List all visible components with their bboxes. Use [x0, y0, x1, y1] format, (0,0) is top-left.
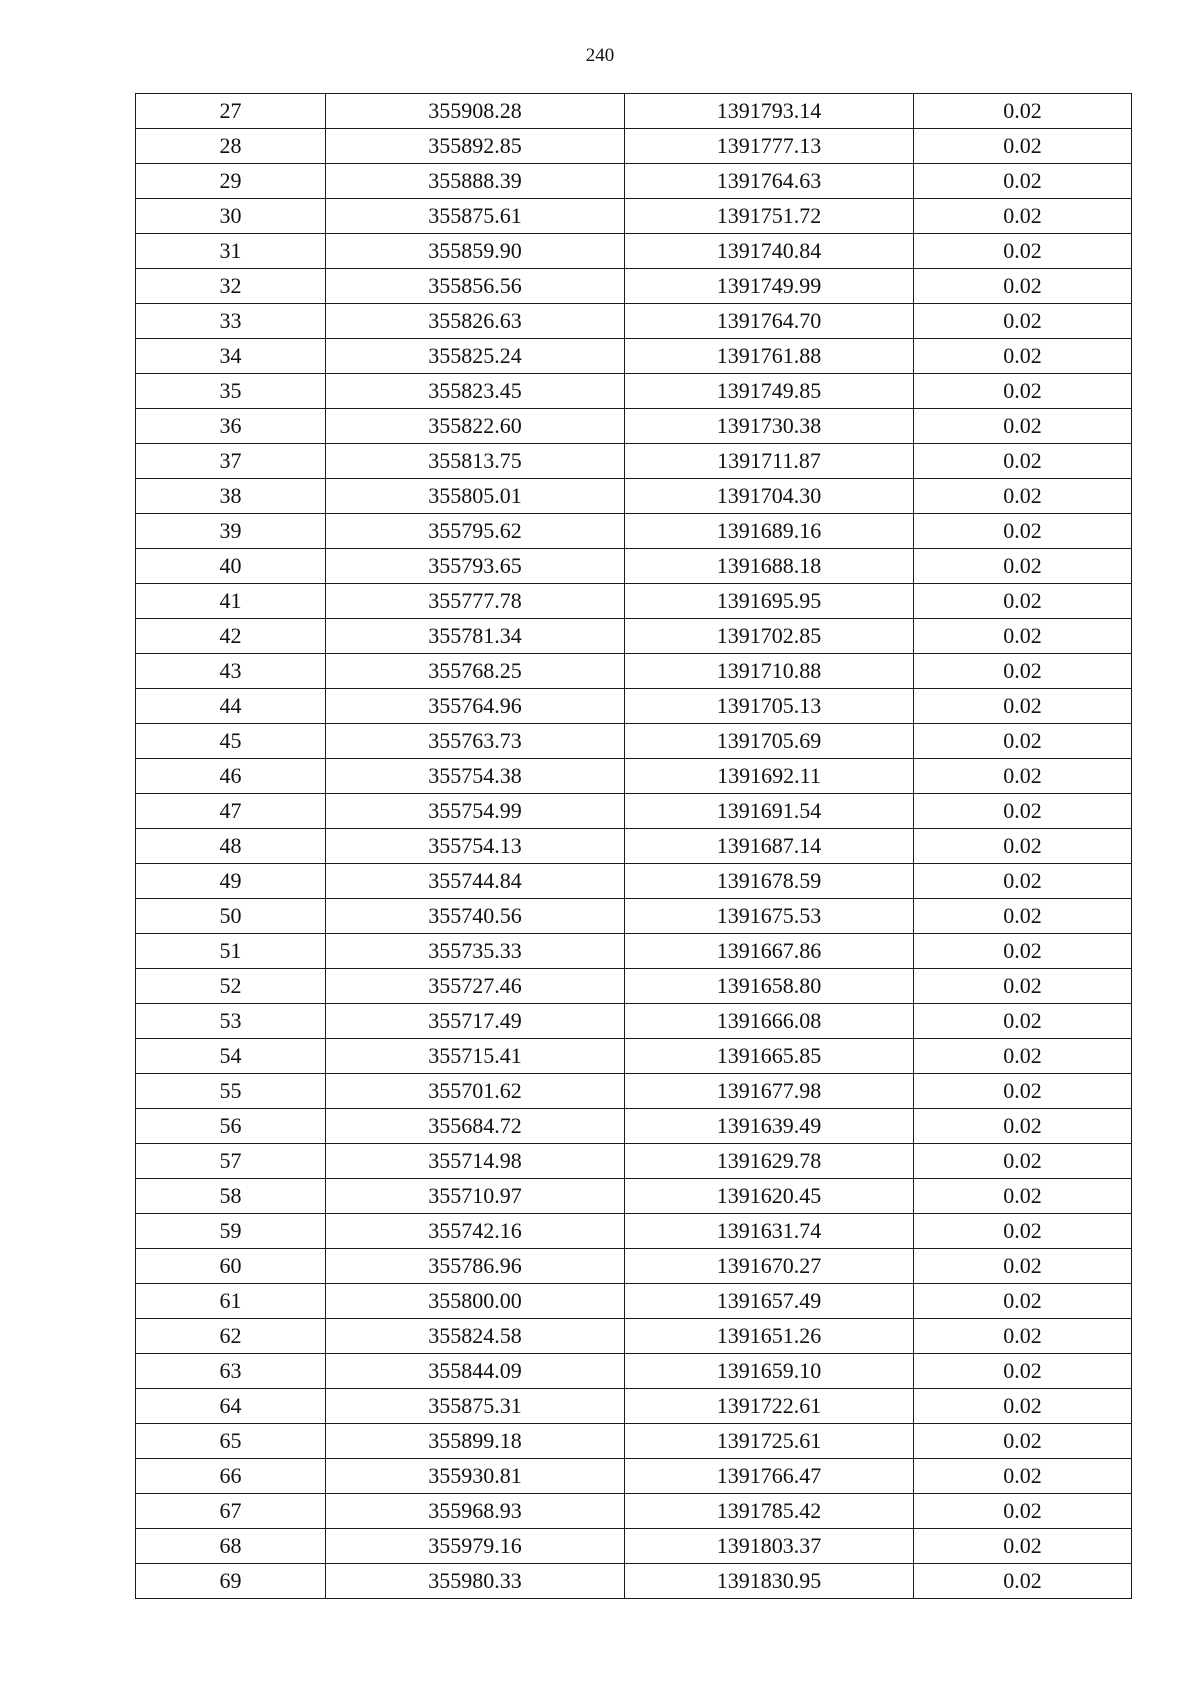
- table-row: [136, 94, 1132, 129]
- table-row: [136, 199, 1132, 234]
- value-cell: 0.02: [914, 969, 1132, 1004]
- table-row: [136, 409, 1132, 444]
- table-row: [136, 1389, 1132, 1424]
- value-cell: 0.02: [914, 199, 1132, 234]
- y-coordinate-cell: 1391665.85: [625, 1039, 914, 1074]
- y-coordinate-cell: 1391687.14: [625, 829, 914, 864]
- x-coordinate-cell: 355777.78: [326, 584, 625, 619]
- value-cell: 0.02: [914, 619, 1132, 654]
- x-coordinate-cell: 355805.01: [326, 479, 625, 514]
- table-row: [136, 514, 1132, 549]
- x-coordinate-cell: 355856.56: [326, 269, 625, 304]
- point-number-cell: 32: [136, 269, 326, 304]
- y-coordinate-cell: 1391722.61: [625, 1389, 914, 1424]
- y-coordinate-cell: 1391695.95: [625, 584, 914, 619]
- x-coordinate-cell: 355793.65: [326, 549, 625, 584]
- table-row: [136, 1284, 1132, 1319]
- x-coordinate-cell: 355822.60: [326, 409, 625, 444]
- y-coordinate-cell: 1391764.63: [625, 164, 914, 199]
- x-coordinate-cell: 355908.28: [326, 94, 625, 129]
- table-row: [136, 234, 1132, 269]
- y-coordinate-cell: 1391711.87: [625, 444, 914, 479]
- point-number-cell: 46: [136, 759, 326, 794]
- table-row: [136, 584, 1132, 619]
- y-coordinate-cell: 1391725.61: [625, 1424, 914, 1459]
- point-number-cell: 34: [136, 339, 326, 374]
- x-coordinate-cell: 355717.49: [326, 1004, 625, 1039]
- table-row: [136, 339, 1132, 374]
- y-coordinate-cell: 1391777.13: [625, 129, 914, 164]
- point-number-cell: 44: [136, 689, 326, 724]
- table-row: [136, 1039, 1132, 1074]
- y-coordinate-cell: 1391803.37: [625, 1529, 914, 1564]
- x-coordinate-cell: 355786.96: [326, 1249, 625, 1284]
- y-coordinate-cell: 1391629.78: [625, 1144, 914, 1179]
- value-cell: 0.02: [914, 164, 1132, 199]
- x-coordinate-cell: 355715.41: [326, 1039, 625, 1074]
- y-coordinate-cell: 1391710.88: [625, 654, 914, 689]
- y-coordinate-cell: 1391670.27: [625, 1249, 914, 1284]
- value-cell: 0.02: [914, 794, 1132, 829]
- table-row: [136, 1564, 1132, 1599]
- table-row: [136, 794, 1132, 829]
- y-coordinate-cell: 1391749.99: [625, 269, 914, 304]
- point-number-cell: 52: [136, 969, 326, 1004]
- point-number-cell: 43: [136, 654, 326, 689]
- point-number-cell: 37: [136, 444, 326, 479]
- point-number-cell: 60: [136, 1249, 326, 1284]
- point-number-cell: 62: [136, 1319, 326, 1354]
- x-coordinate-cell: 355764.96: [326, 689, 625, 724]
- value-cell: 0.02: [914, 304, 1132, 339]
- value-cell: 0.02: [914, 759, 1132, 794]
- y-coordinate-cell: 1391749.85: [625, 374, 914, 409]
- x-coordinate-cell: 355768.25: [326, 654, 625, 689]
- table-row: [136, 444, 1132, 479]
- value-cell: 0.02: [914, 409, 1132, 444]
- y-coordinate-cell: 1391667.86: [625, 934, 914, 969]
- point-number-cell: 38: [136, 479, 326, 514]
- y-coordinate-cell: 1391620.45: [625, 1179, 914, 1214]
- y-coordinate-cell: 1391751.72: [625, 199, 914, 234]
- x-coordinate-cell: 355701.62: [326, 1074, 625, 1109]
- value-cell: 0.02: [914, 899, 1132, 934]
- y-coordinate-cell: 1391651.26: [625, 1319, 914, 1354]
- x-coordinate-cell: 355859.90: [326, 234, 625, 269]
- y-coordinate-cell: 1391666.08: [625, 1004, 914, 1039]
- x-coordinate-cell: 355980.33: [326, 1564, 625, 1599]
- x-coordinate-cell: 355763.73: [326, 724, 625, 759]
- point-number-cell: 40: [136, 549, 326, 584]
- table-row: [136, 969, 1132, 1004]
- x-coordinate-cell: 355826.63: [326, 304, 625, 339]
- y-coordinate-cell: 1391692.11: [625, 759, 914, 794]
- table-row: [136, 1494, 1132, 1529]
- y-coordinate-cell: 1391678.59: [625, 864, 914, 899]
- table-row: [136, 1529, 1132, 1564]
- table-row: [136, 479, 1132, 514]
- value-cell: 0.02: [914, 129, 1132, 164]
- y-coordinate-cell: 1391639.49: [625, 1109, 914, 1144]
- value-cell: 0.02: [914, 1039, 1132, 1074]
- x-coordinate-cell: 355892.85: [326, 129, 625, 164]
- value-cell: 0.02: [914, 1389, 1132, 1424]
- value-cell: 0.02: [914, 1284, 1132, 1319]
- value-cell: 0.02: [914, 1074, 1132, 1109]
- table-row: [136, 1144, 1132, 1179]
- point-number-cell: 30: [136, 199, 326, 234]
- x-coordinate-cell: 355740.56: [326, 899, 625, 934]
- value-cell: 0.02: [914, 1459, 1132, 1494]
- point-number-cell: 51: [136, 934, 326, 969]
- y-coordinate-cell: 1391740.84: [625, 234, 914, 269]
- point-number-cell: 59: [136, 1214, 326, 1249]
- value-cell: 0.02: [914, 339, 1132, 374]
- point-number-cell: 58: [136, 1179, 326, 1214]
- value-cell: 0.02: [914, 724, 1132, 759]
- point-number-cell: 55: [136, 1074, 326, 1109]
- y-coordinate-cell: 1391689.16: [625, 514, 914, 549]
- y-coordinate-cell: 1391730.38: [625, 409, 914, 444]
- table-row: [136, 829, 1132, 864]
- value-cell: 0.02: [914, 689, 1132, 724]
- y-coordinate-cell: 1391688.18: [625, 549, 914, 584]
- value-cell: 0.02: [914, 1529, 1132, 1564]
- coordinates-table: [135, 93, 1132, 1599]
- x-coordinate-cell: 355710.97: [326, 1179, 625, 1214]
- point-number-cell: 48: [136, 829, 326, 864]
- x-coordinate-cell: 355754.38: [326, 759, 625, 794]
- y-coordinate-cell: 1391658.80: [625, 969, 914, 1004]
- value-cell: 0.02: [914, 1424, 1132, 1459]
- value-cell: 0.02: [914, 654, 1132, 689]
- value-cell: 0.02: [914, 479, 1132, 514]
- x-coordinate-cell: 355825.24: [326, 339, 625, 374]
- point-number-cell: 54: [136, 1039, 326, 1074]
- value-cell: 0.02: [914, 1564, 1132, 1599]
- table-row: [136, 689, 1132, 724]
- x-coordinate-cell: 355930.81: [326, 1459, 625, 1494]
- point-number-cell: 68: [136, 1529, 326, 1564]
- value-cell: 0.02: [914, 1179, 1132, 1214]
- x-coordinate-cell: 355824.58: [326, 1319, 625, 1354]
- y-coordinate-cell: 1391691.54: [625, 794, 914, 829]
- point-number-cell: 45: [136, 724, 326, 759]
- y-coordinate-cell: 1391675.53: [625, 899, 914, 934]
- table-row: [136, 549, 1132, 584]
- x-coordinate-cell: 355714.98: [326, 1144, 625, 1179]
- x-coordinate-cell: 355968.93: [326, 1494, 625, 1529]
- value-cell: 0.02: [914, 234, 1132, 269]
- table-row: [136, 1424, 1132, 1459]
- x-coordinate-cell: 355888.39: [326, 164, 625, 199]
- y-coordinate-cell: 1391677.98: [625, 1074, 914, 1109]
- point-number-cell: 64: [136, 1389, 326, 1424]
- x-coordinate-cell: 355875.31: [326, 1389, 625, 1424]
- value-cell: 0.02: [914, 829, 1132, 864]
- value-cell: 0.02: [914, 1214, 1132, 1249]
- table-row: [136, 269, 1132, 304]
- x-coordinate-cell: 355800.00: [326, 1284, 625, 1319]
- value-cell: 0.02: [914, 584, 1132, 619]
- table-row: [136, 1249, 1132, 1284]
- table-row: [136, 724, 1132, 759]
- x-coordinate-cell: 355813.75: [326, 444, 625, 479]
- page-number: 240: [585, 45, 615, 66]
- point-number-cell: 49: [136, 864, 326, 899]
- y-coordinate-cell: 1391631.74: [625, 1214, 914, 1249]
- table-row: [136, 654, 1132, 689]
- point-number-cell: 61: [136, 1284, 326, 1319]
- table-row: [136, 1459, 1132, 1494]
- value-cell: 0.02: [914, 1144, 1132, 1179]
- point-number-cell: 29: [136, 164, 326, 199]
- y-coordinate-cell: 1391830.95: [625, 1564, 914, 1599]
- x-coordinate-cell: 355979.16: [326, 1529, 625, 1564]
- point-number-cell: 57: [136, 1144, 326, 1179]
- point-number-cell: 65: [136, 1424, 326, 1459]
- table-row: [136, 164, 1132, 199]
- point-number-cell: 47: [136, 794, 326, 829]
- table-row: [136, 1354, 1132, 1389]
- y-coordinate-cell: 1391761.88: [625, 339, 914, 374]
- table-row: [136, 759, 1132, 794]
- x-coordinate-cell: 355875.61: [326, 199, 625, 234]
- table-row: [136, 374, 1132, 409]
- y-coordinate-cell: 1391705.69: [625, 724, 914, 759]
- x-coordinate-cell: 355684.72: [326, 1109, 625, 1144]
- y-coordinate-cell: 1391702.85: [625, 619, 914, 654]
- x-coordinate-cell: 355735.33: [326, 934, 625, 969]
- table-row: [136, 1109, 1132, 1144]
- point-number-cell: 67: [136, 1494, 326, 1529]
- x-coordinate-cell: 355754.13: [326, 829, 625, 864]
- y-coordinate-cell: 1391764.70: [625, 304, 914, 339]
- value-cell: 0.02: [914, 1109, 1132, 1144]
- x-coordinate-cell: 355844.09: [326, 1354, 625, 1389]
- value-cell: 0.02: [914, 94, 1132, 129]
- point-number-cell: 39: [136, 514, 326, 549]
- point-number-cell: 35: [136, 374, 326, 409]
- value-cell: 0.02: [914, 514, 1132, 549]
- value-cell: 0.02: [914, 1004, 1132, 1039]
- coordinates-table-body: [136, 94, 1132, 1599]
- point-number-cell: 63: [136, 1354, 326, 1389]
- point-number-cell: 42: [136, 619, 326, 654]
- x-coordinate-cell: 355727.46: [326, 969, 625, 1004]
- table-row: [136, 934, 1132, 969]
- x-coordinate-cell: 355899.18: [326, 1424, 625, 1459]
- y-coordinate-cell: 1391704.30: [625, 479, 914, 514]
- y-coordinate-cell: 1391766.47: [625, 1459, 914, 1494]
- y-coordinate-cell: 1391793.14: [625, 94, 914, 129]
- point-number-cell: 31: [136, 234, 326, 269]
- y-coordinate-cell: 1391659.10: [625, 1354, 914, 1389]
- x-coordinate-cell: 355795.62: [326, 514, 625, 549]
- table-row: [136, 619, 1132, 654]
- table-row: [136, 1074, 1132, 1109]
- point-number-cell: 33: [136, 304, 326, 339]
- table-row: [136, 1214, 1132, 1249]
- value-cell: 0.02: [914, 374, 1132, 409]
- x-coordinate-cell: 355744.84: [326, 864, 625, 899]
- table-row: [136, 899, 1132, 934]
- y-coordinate-cell: 1391657.49: [625, 1284, 914, 1319]
- point-number-cell: 50: [136, 899, 326, 934]
- value-cell: 0.02: [914, 1354, 1132, 1389]
- y-coordinate-cell: 1391785.42: [625, 1494, 914, 1529]
- table-row: [136, 129, 1132, 164]
- table-row: [136, 1319, 1132, 1354]
- value-cell: 0.02: [914, 1249, 1132, 1284]
- value-cell: 0.02: [914, 1319, 1132, 1354]
- point-number-cell: 36: [136, 409, 326, 444]
- table-row: [136, 1004, 1132, 1039]
- x-coordinate-cell: 355742.16: [326, 1214, 625, 1249]
- point-number-cell: 69: [136, 1564, 326, 1599]
- x-coordinate-cell: 355754.99: [326, 794, 625, 829]
- table-row: [136, 864, 1132, 899]
- table-row: [136, 304, 1132, 339]
- value-cell: 0.02: [914, 269, 1132, 304]
- value-cell: 0.02: [914, 864, 1132, 899]
- point-number-cell: 28: [136, 129, 326, 164]
- point-number-cell: 53: [136, 1004, 326, 1039]
- value-cell: 0.02: [914, 444, 1132, 479]
- value-cell: 0.02: [914, 549, 1132, 584]
- point-number-cell: 66: [136, 1459, 326, 1494]
- table-row: [136, 1179, 1132, 1214]
- point-number-cell: 27: [136, 94, 326, 129]
- point-number-cell: 41: [136, 584, 326, 619]
- x-coordinate-cell: 355823.45: [326, 374, 625, 409]
- value-cell: 0.02: [914, 1494, 1132, 1529]
- x-coordinate-cell: 355781.34: [326, 619, 625, 654]
- y-coordinate-cell: 1391705.13: [625, 689, 914, 724]
- point-number-cell: 56: [136, 1109, 326, 1144]
- value-cell: 0.02: [914, 934, 1132, 969]
